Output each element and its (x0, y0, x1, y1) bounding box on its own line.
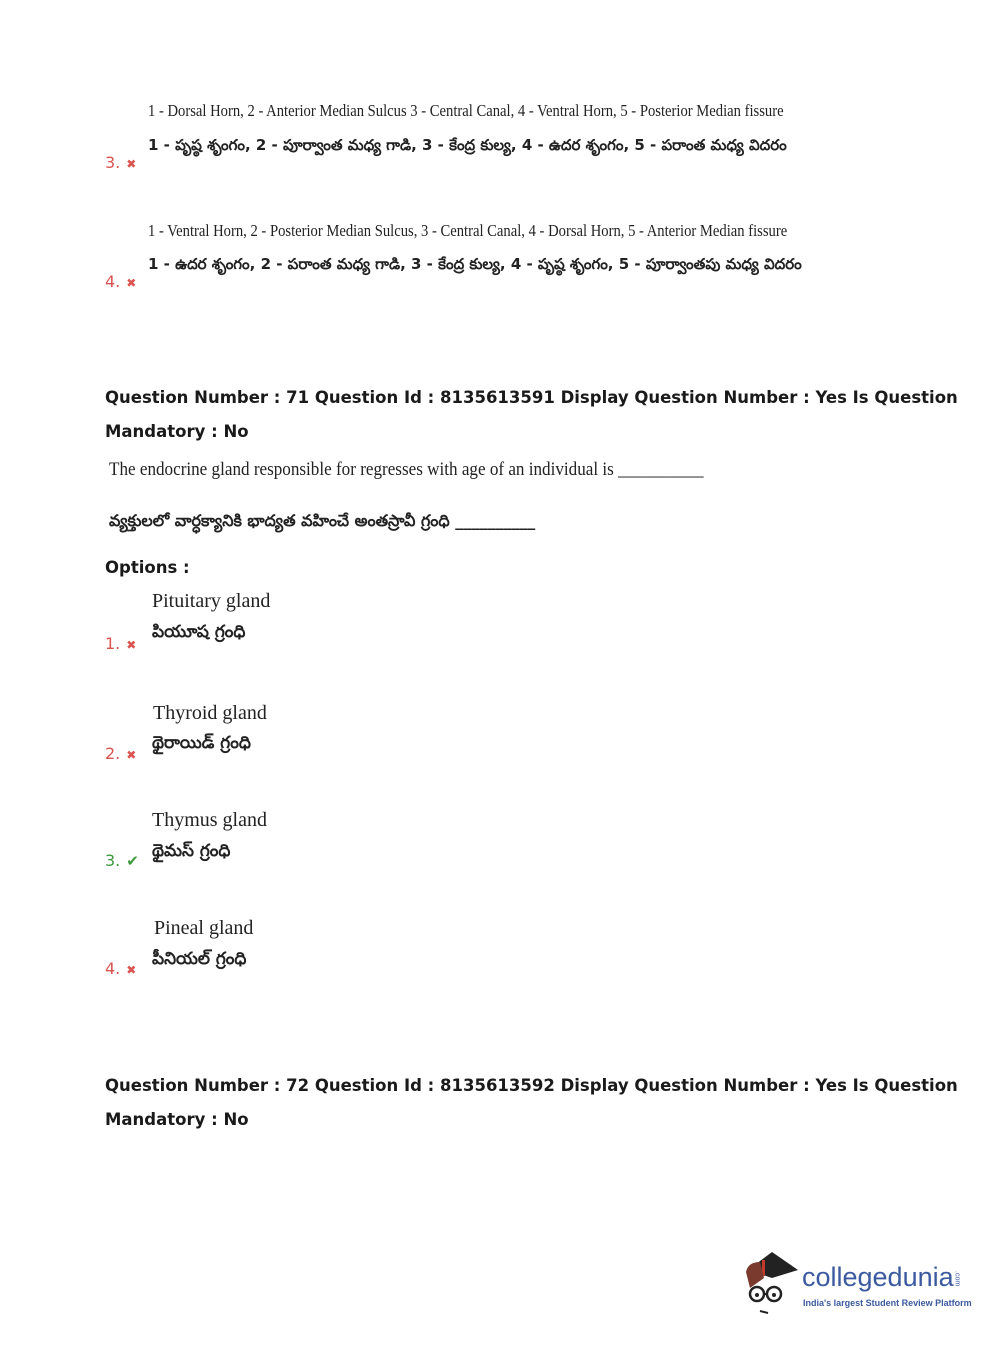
cross-icon: ✖ (126, 157, 137, 171)
logo-wordmark: collegedunia (802, 1262, 954, 1292)
option-4-telugu: 1 - ఉదర శృంగం, 2 - పరాంత మధ్య గాడి, 3 - కేంద్ర కుల్య, 4 - పృష్ఠ శృంగం, 5 - పూర్వాంతపు మధ్య విదరం (148, 255, 802, 273)
option-number: 4. (105, 959, 121, 978)
question-72-mandatory: Mandatory : No (105, 1110, 249, 1129)
q71-option-4-english: Pineal gland (154, 917, 254, 939)
question-71-mandatory: Mandatory : No (105, 422, 249, 441)
question-72-header: Question Number : 72 Question Id : 8135613592 Display Question Number : Yes Is Question (105, 1076, 958, 1095)
q71-option-1-telugu: పియూష గ్రంధి (152, 622, 246, 642)
option-number: 3. (105, 851, 121, 870)
option-3-telugu: 1 - పృష్ఠ శృంగం, 2 - పూర్వాంత మధ్య గాడి, 3 - కేంద్ర కుల్య, 4 - ఉదర శృంగం, 5 - పరాంత మధ్య విదరం (148, 136, 787, 154)
cross-icon: ✖ (126, 748, 137, 762)
cross-icon: ✖ (126, 963, 137, 977)
q71-option-3-telugu: థైమస్ గ్రంధి (152, 841, 231, 861)
options-label: Options : (105, 558, 190, 577)
option-number: 3. (105, 153, 121, 172)
option-3-number (105, 153, 136, 172)
logo-suffix: .com (953, 1270, 961, 1286)
option-number: 1. (105, 634, 121, 653)
q71-option-2-telugu: థైరాయిడ్ గ్రంధి (152, 733, 251, 753)
question-71-text-english: The endocrine gland responsible for regresses with age of an individual is __________ (109, 459, 704, 480)
check-icon: ✔ (126, 852, 139, 870)
q71-option-4-number (105, 959, 136, 978)
cross-icon: ✖ (126, 276, 137, 290)
q71-option-3-number (105, 851, 139, 870)
q71-option-3-english: Thymus gland (152, 809, 267, 831)
option-number: 2. (105, 744, 121, 763)
q71-option-2-number (105, 744, 136, 763)
logo-tagline: India's largest Student Review Platform (803, 1298, 972, 1308)
option-4-number (105, 272, 136, 291)
q71-option-4-telugu: పీనియల్ గ్రంధి (152, 949, 247, 969)
option-number: 4. (105, 272, 121, 291)
option-3-english: 1 - Dorsal Horn, 2 - Anterior Median Sulcus 3 - Central Canal, 4 - Ventral Horn, 5 - Posterior Median fissure (148, 101, 784, 120)
q71-option-1-number (105, 634, 136, 653)
logo-name (802, 1262, 961, 1293)
q71-option-1-english: Pituitary gland (152, 590, 271, 612)
question-71-text-telugu: వ్యక్తులలో వార్ధక్యానికి భాద్యత వహించే అంతస్రావీ గ్రంధి __________ (109, 511, 536, 530)
mascot-icon (742, 1248, 800, 1314)
question-71-header: Question Number : 71 Question Id : 8135613591 Display Question Number : Yes Is Question (105, 388, 958, 407)
collegedunia-logo (742, 1248, 972, 1318)
q71-option-2-english: Thyroid gland (153, 702, 267, 724)
option-4-english: 1 - Ventral Horn, 2 - Posterior Median Sulcus, 3 - Central Canal, 4 - Dorsal Horn, 5 - Anterior Median fissure (148, 221, 788, 240)
cross-icon: ✖ (126, 638, 137, 652)
